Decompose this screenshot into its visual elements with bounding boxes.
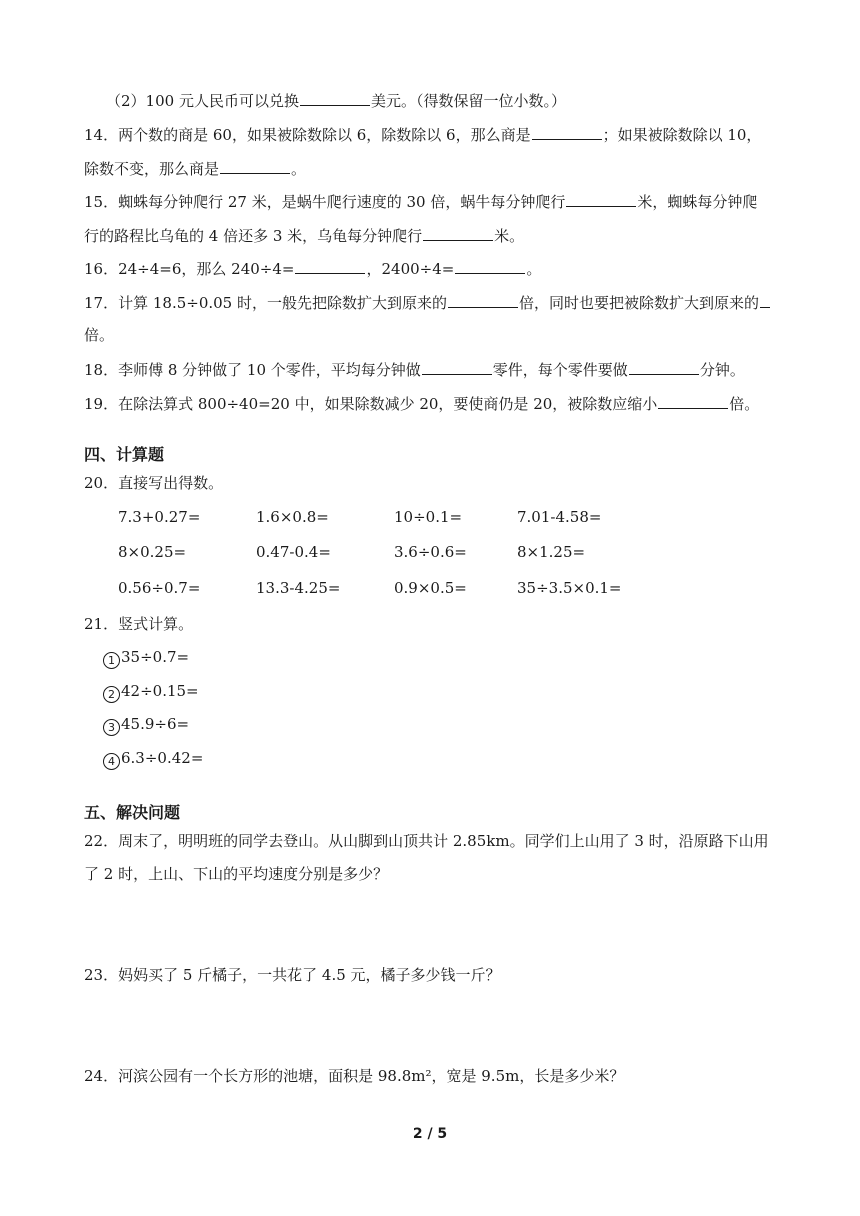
question-19: 19．在除法算式 800÷40=20 中，如果除数减少 20，要使商仍是 20，被除数应缩小 倍。: [84, 395, 760, 413]
section-heading-calculation: 四、计算题: [84, 445, 165, 464]
question-17-line-2: 倍。: [84, 326, 115, 344]
answer-blank[interactable]: [423, 225, 493, 241]
circled-number: 1: [103, 652, 120, 669]
answer-blank[interactable]: [566, 191, 636, 207]
question-24: 24．河滨公园有一个长方形的池塘，面积是 98.8m²，宽是 9.5m，长是多少米？: [84, 1067, 625, 1085]
answer-blank[interactable]: [295, 258, 365, 274]
answer-blank[interactable]: [760, 292, 770, 308]
question-23: 23．妈妈买了 5 斤橘子，一共花了 4.5 元，橘子多少钱一斤？: [84, 966, 501, 984]
calc-item: 13.3-4.25=: [256, 579, 341, 597]
question-22-line-1: 22．周末了，明明班的同学去登山。从山脚到山顶共计 2.85km。同学们上山用了 3 时，沿原路下山用: [84, 832, 769, 850]
answer-blank[interactable]: [448, 292, 518, 308]
answer-blank[interactable]: [455, 258, 525, 274]
question-14-line-1: 14．两个数的商是 60，如果被除数除以 6，除数除以 6，那么商是 ；如果被除数除以 10，: [84, 126, 762, 144]
question-13-part-2: （2）100 元人民币可以兑换 美元。（得数保留一位小数。）: [106, 92, 566, 110]
answer-blank[interactable]: [422, 359, 492, 375]
question-17-line-1: 17．计算 18.5÷0.05 时，一般先把除数扩大到原来的 倍，同时也要把被除数扩大到原来的: [84, 292, 771, 313]
question-14-line-2: 除数不变，那么商是 。: [84, 160, 307, 178]
answer-blank[interactable]: [532, 124, 602, 140]
calc-item: 0.56÷0.7=: [118, 579, 201, 597]
calc-item: 10÷0.1=: [394, 508, 463, 526]
vertical-calc-item: 1 35÷0.7=: [103, 648, 189, 669]
question-15-line-2: 行的路程比乌龟的 4 倍还多 3 米，乌龟每分钟爬行 米。: [84, 227, 525, 245]
question-21-title: 21．竖式计算。: [84, 615, 194, 633]
calc-item: 3.6÷0.6=: [394, 543, 467, 561]
calc-item: 8×0.25=: [118, 543, 187, 561]
vertical-calc-item: 4 6.3÷0.42=: [103, 749, 203, 770]
vertical-calc-item: 3 45.9÷6=: [103, 715, 189, 736]
question-20-title: 20．直接写出得数。: [84, 474, 224, 492]
calc-item: 0.9×0.5=: [394, 579, 467, 597]
answer-blank[interactable]: [658, 393, 728, 409]
answer-blank[interactable]: [300, 90, 370, 106]
question-18: 18．李师傅 8 分钟做了 10 个零件，平均每分钟做 零件，每个零件要做 分钟。: [84, 361, 745, 379]
calc-item: 8×1.25=: [517, 543, 586, 561]
calc-item: 7.3+0.27=: [118, 508, 201, 526]
question-15-line-1: 15．蜘蛛每分钟爬行 27 米，是蜗牛爬行速度的 30 倍，蜗牛每分钟爬行 米，蜘蛛每分钟爬: [84, 193, 758, 211]
calc-item: 1.6×0.8=: [256, 508, 329, 526]
section-heading-problem-solving: 五、解决问题: [84, 803, 181, 822]
vertical-calc-item: 2 42÷0.15=: [103, 682, 199, 703]
calc-item: 35÷3.5×0.1=: [517, 579, 622, 597]
circled-number: 3: [103, 719, 120, 736]
question-22-line-2: 了 2 时，上山、下山的平均速度分别是多少？: [84, 865, 389, 883]
circled-number: 4: [103, 753, 120, 770]
circled-number: 2: [103, 686, 120, 703]
page-number: 2 / 5: [412, 1126, 448, 1142]
answer-blank[interactable]: [220, 158, 290, 174]
question-16: 16．24÷4=6，那么 240÷4= ，2400÷4= 。: [84, 260, 542, 278]
calc-item: 0.47-0.4=: [256, 543, 331, 561]
answer-blank[interactable]: [629, 359, 699, 375]
calc-item: 7.01-4.58=: [517, 508, 602, 526]
